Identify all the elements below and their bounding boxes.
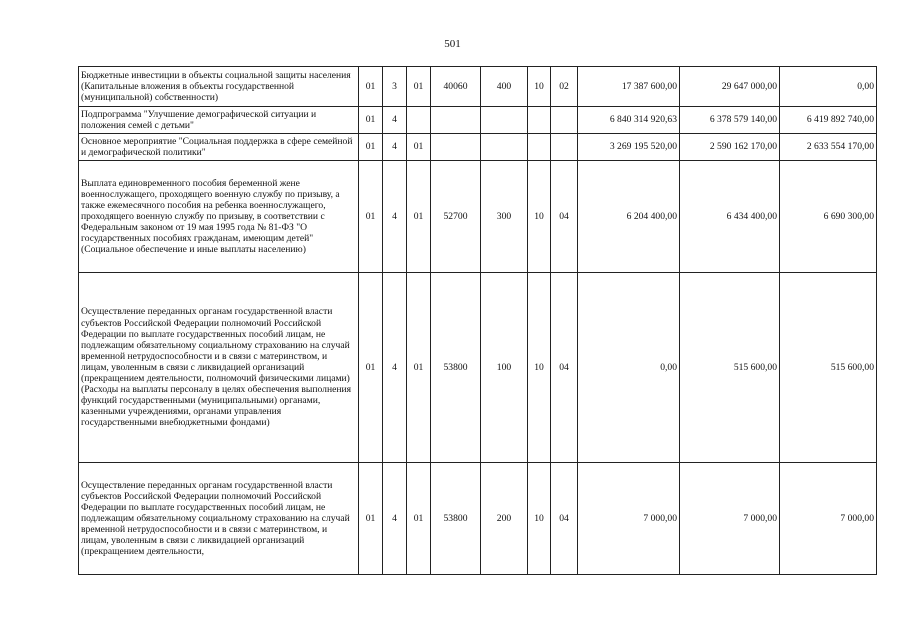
amount-cell: 7 000,00 [780, 463, 877, 575]
amount-cell: 6 378 579 140,00 [680, 107, 780, 134]
code-cell: 10 [528, 273, 551, 463]
code-cell: 01 [359, 67, 383, 107]
page-number: 501 [444, 38, 461, 50]
amount-cell: 0,00 [578, 273, 680, 463]
code-cell: 01 [359, 134, 383, 161]
code-cell [431, 134, 481, 161]
code-cell [407, 107, 431, 134]
amount-cell: 515 600,00 [780, 273, 877, 463]
code-cell: 4 [383, 463, 407, 575]
amount-cell: 3 269 195 520,00 [578, 134, 680, 161]
code-cell: 01 [407, 134, 431, 161]
code-cell [528, 107, 551, 134]
row-description: Основное мероприятие "Социальная поддержка в сфере семейной и демографической политики" [79, 134, 359, 161]
code-cell [431, 107, 481, 134]
code-cell: 01 [359, 273, 383, 463]
code-cell: 53800 [431, 463, 481, 575]
code-cell [528, 134, 551, 161]
code-cell [481, 107, 528, 134]
code-cell [481, 134, 528, 161]
code-cell: 01 [407, 463, 431, 575]
code-cell: 100 [481, 273, 528, 463]
code-cell: 4 [383, 273, 407, 463]
amount-cell: 6 204 400,00 [578, 161, 680, 273]
code-cell: 200 [481, 463, 528, 575]
code-cell: 02 [551, 67, 578, 107]
table-row [79, 107, 877, 134]
table-row [79, 463, 877, 575]
code-cell: 3 [383, 67, 407, 107]
budget-table [78, 66, 877, 575]
table-row [79, 67, 877, 107]
code-cell: 01 [407, 67, 431, 107]
amount-cell: 7 000,00 [680, 463, 780, 575]
amount-cell: 2 590 162 170,00 [680, 134, 780, 161]
code-cell: 04 [551, 273, 578, 463]
code-cell: 01 [407, 161, 431, 273]
table-row [79, 161, 877, 273]
code-cell: 04 [551, 463, 578, 575]
row-description: Бюджетные инвестиции в объекты социальной защиты населения (Капитальные вложения в объекты государственной (муниципальной) собственности) [79, 67, 359, 107]
table-row [79, 273, 877, 463]
row-description: Подпрограмма "Улучшение демографической ситуации и положения семей с детьми" [79, 107, 359, 134]
code-cell: 04 [551, 161, 578, 273]
code-cell: 4 [383, 134, 407, 161]
table-row [79, 134, 877, 161]
amount-cell: 29 647 000,00 [680, 67, 780, 107]
code-cell: 01 [359, 161, 383, 273]
row-description: Выплата единовременного пособия беременной жене военнослужащего, проходящего военную службу по призыву, а также ежемесячного пособия на ребенка военнослужащего, проходящего военную службу по призыву, в соответствии с Федеральным законом от 19 мая 1995 года № 81-ФЗ "О государственных пособиях гражданам, имеющим детей" (Социальное обеспечение и иные выплаты населению) [79, 161, 359, 273]
amount-cell: 2 633 554 170,00 [780, 134, 877, 161]
code-cell: 4 [383, 107, 407, 134]
code-cell: 53800 [431, 273, 481, 463]
code-cell: 10 [528, 161, 551, 273]
code-cell: 300 [481, 161, 528, 273]
amount-cell: 0,00 [780, 67, 877, 107]
row-description: Осуществление переданных органам государственной власти субъектов Российской Федерации полномочий Российской Федерации по выплате государственных пособий лицам, не подлежащим обязательному социальному страхованию на случай временной нетрудоспособности и в связи с материнством, и лицам, уволенным в связи с ликвидацией организаций (прекращением деятельности, полномочий физическими лицами) (Расходы на выплаты персоналу в целях обеспечения выполнения функций государственными (муниципальными) органами, казенными учреждениями, органами управления государственными внебюджетными фондами) [79, 273, 359, 463]
code-cell [551, 107, 578, 134]
amount-cell: 6 434 400,00 [680, 161, 780, 273]
row-description: Осуществление переданных органам государственной власти субъектов Российской Федерации полномочий Российской Федерации по выплате государственных пособий лицам, не подлежащим обязательному социальному страхованию на случай временной нетрудоспособности и в связи с материнством, и лицам, уволенным в связи с ликвидацией организаций (прекращением деятельности, [79, 463, 359, 575]
code-cell: 400 [481, 67, 528, 107]
code-cell [551, 134, 578, 161]
code-cell: 10 [528, 67, 551, 107]
amount-cell: 6 690 300,00 [780, 161, 877, 273]
code-cell: 52700 [431, 161, 481, 273]
amount-cell: 7 000,00 [578, 463, 680, 575]
code-cell: 40060 [431, 67, 481, 107]
code-cell: 01 [407, 273, 431, 463]
code-cell: 01 [359, 107, 383, 134]
code-cell: 4 [383, 161, 407, 273]
amount-cell: 6 840 314 920,63 [578, 107, 680, 134]
code-cell: 01 [359, 463, 383, 575]
amount-cell: 515 600,00 [680, 273, 780, 463]
code-cell: 10 [528, 463, 551, 575]
amount-cell: 17 387 600,00 [578, 67, 680, 107]
amount-cell: 6 419 892 740,00 [780, 107, 877, 134]
